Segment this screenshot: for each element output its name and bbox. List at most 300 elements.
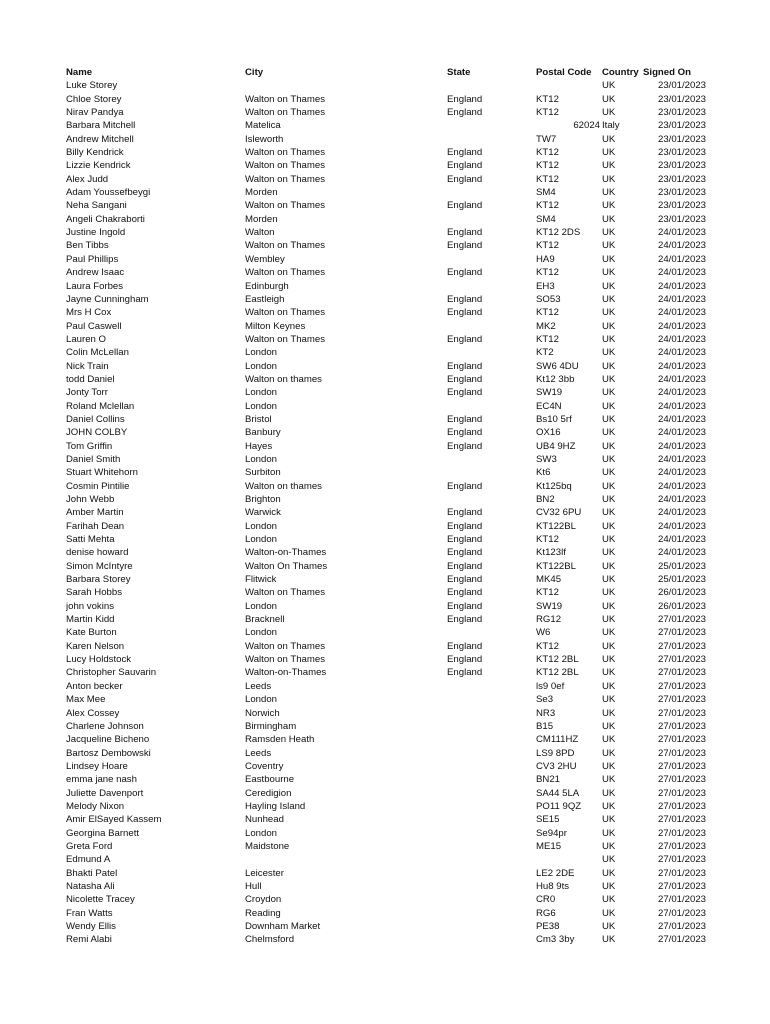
cell-signed-on: 27/01/2023 [657,627,706,639]
cell-country: UK [602,747,616,759]
cell-country: UK [602,627,616,639]
cell-country: UK [602,133,616,145]
cell-state [447,880,536,893]
cell-state: England [447,654,483,666]
cell-signed-on: 23/01/2023 [657,187,706,199]
header-name: Name [66,67,93,78]
cell-country: UK [602,333,616,345]
cell-city: Walton-on-Thames [245,547,327,559]
cell-city: Norwich [245,707,280,719]
cell-state: England [447,240,483,252]
cell-state [447,213,536,226]
cell-name: Christopher Sauvarin [66,667,157,679]
cell-state: England [447,147,483,159]
table-row [66,466,706,479]
cell-country: UK [602,814,616,826]
cell-city: Maidstone [245,840,290,852]
cell-state [447,867,536,880]
cell-state [447,907,536,920]
cell-state [447,733,536,746]
cell-country: UK [602,694,616,706]
cell-signed-on: 24/01/2023 [657,253,706,265]
cell-signed-on: 24/01/2023 [657,360,706,372]
cell-city: London [245,387,278,399]
cell-postal-code: KT12 [536,93,559,105]
cell-name: Angeli Chakraborti [66,213,145,225]
cell-name: Martin Kidd [66,614,115,626]
cell-signed-on: 24/01/2023 [657,413,706,425]
cell-city: London [245,534,278,546]
cell-country: UK [602,507,616,519]
cell-postal-code: SM4 [536,187,556,199]
cell-country: UK [602,453,616,465]
cell-postal-code: MK2 [536,320,556,332]
cell-city: Leeds [245,680,272,692]
table-row [66,840,706,853]
cell-name: Neha Sangani [66,200,127,212]
cell-postal-code: KT12 [536,640,559,652]
cell-name: Bartosz Dembowski [66,747,151,759]
cell-city: Walton on Thames [245,93,325,105]
table-row [66,373,706,386]
cell-state: England [447,107,483,119]
cell-postal-code: KT12 [536,587,559,599]
cell-postal-code: SE15 [536,814,560,826]
cell-country: UK [602,147,616,159]
cell-state: England [447,160,483,172]
cell-name: Daniel Collins [66,413,125,425]
table-row [66,640,706,653]
cell-name: JOHN COLBY [66,427,128,439]
cell-country: UK [602,360,616,372]
cell-postal-code: Kt123lf [536,547,566,559]
cell-state: England [447,600,483,612]
cell-city: Walton on thames [245,373,322,385]
cell-country: UK [602,854,616,866]
cell-state: England [447,293,483,305]
table-row [66,907,706,920]
cell-name: Laura Forbes [66,280,124,292]
cell-city: Leeds [245,747,272,759]
cell-country: UK [602,93,616,105]
cell-city: London [245,453,278,465]
cell-country: UK [602,427,616,439]
cell-country: UK [602,320,616,332]
cell-signed-on: 23/01/2023 [657,80,706,92]
cell-city: Hayling Island [245,800,306,812]
cell-city: Reading [245,907,281,919]
cell-name: Sarah Hobbs [66,587,122,599]
cell-country: UK [602,107,616,119]
cell-name: Greta Ford [66,840,113,852]
cell-state [447,893,536,906]
cell-country: UK [602,614,616,626]
cell-signed-on: 23/01/2023 [657,213,706,225]
cell-country: UK [602,467,616,479]
cell-city: Bristol [245,413,272,425]
cell-name: Billy Kendrick [66,147,124,159]
cell-signed-on: 27/01/2023 [657,894,706,906]
cell-city: Ramsden Heath [245,734,315,746]
cell-name: Farihah Dean [66,520,125,532]
cell-name: Charlene Johnson [66,720,144,732]
table-row [66,920,706,933]
cell-country: UK [602,667,616,679]
cell-name: Jonty Torr [66,387,108,399]
cell-city [245,79,447,92]
cell-state [447,400,536,413]
cell-name: Tom Griffin [66,440,113,452]
cell-name: Jacqueline Bicheno [66,734,150,746]
cell-signed-on: 27/01/2023 [657,880,706,892]
cell-name: Barbara Storey [66,574,131,586]
cell-signed-on: 27/01/2023 [657,614,706,626]
cell-signed-on: 24/01/2023 [657,534,706,546]
cell-signed-on: 23/01/2023 [657,120,706,132]
cell-signed-on: 25/01/2023 [657,574,706,586]
table-row [66,626,706,639]
cell-signed-on: 27/01/2023 [657,747,706,759]
table-row [66,400,706,413]
cell-postal-code: CR0 [536,894,556,906]
table-row [66,573,706,586]
cell-postal-code: KT12 [536,267,559,279]
cell-name: Anton becker [66,680,123,692]
cell-postal-code: Bs10 5rf [536,413,572,425]
cell-name: Lucy Holdstock [66,654,132,666]
table-row [66,787,706,800]
cell-postal-code: BN2 [536,494,555,505]
cell-city: Birmingham [245,720,297,732]
cell-name: Chloe Storey [66,93,122,105]
table-row [66,867,706,880]
cell-state [447,720,536,733]
cell-city: Warwick [245,507,281,519]
cell-state [447,253,536,266]
cell-signed-on: 27/01/2023 [657,667,706,679]
cell-state: England [447,574,483,586]
cell-name: Natasha Ali [66,880,115,892]
cell-city: Walton on Thames [245,200,325,212]
table-row [66,213,706,226]
cell-country: UK [602,200,616,212]
cell-postal-code: KT12 2BL [536,654,579,666]
cell-signed-on: 27/01/2023 [657,787,706,799]
table-row [66,493,706,506]
cell-name: Barbara Mitchell [66,120,136,132]
cell-city: Walton on Thames [245,173,325,185]
table-row [66,520,706,533]
cell-state: England [447,173,483,185]
cell-country: UK [602,307,616,319]
cell-country: UK [602,280,616,292]
cell-signed-on: 23/01/2023 [657,200,706,212]
cell-city: Chelmsford [245,934,295,946]
cell-country: UK [602,187,616,199]
cell-country: Italy [602,120,620,132]
cell-postal-code: KT12 [536,333,559,345]
cell-signed-on: 27/01/2023 [657,774,706,786]
cell-country: UK [602,600,616,612]
cell-signed-on: 23/01/2023 [657,133,706,145]
cell-city: Bracknell [245,614,285,626]
cell-city: Walton on Thames [245,160,325,172]
header-state: State [447,67,471,78]
cell-state [447,280,536,293]
header-postal-code: Postal Code [536,67,592,78]
cell-name: Nick Train [66,360,109,372]
table-row [66,666,706,679]
table-row [66,239,706,252]
cell-postal-code: KT12 [536,107,559,119]
cell-city [245,853,447,866]
cell-name: Satti Mehta [66,534,115,546]
cell-signed-on: 24/01/2023 [657,307,706,319]
cell-name: Paul Caswell [66,320,122,332]
cell-state [447,626,536,639]
table-row [66,853,706,866]
table-row [66,693,706,706]
table-row [66,106,706,119]
cell-city: Croydon [245,894,282,906]
cell-name: Karen Nelson [66,640,125,652]
table-row [66,800,706,813]
cell-country: UK [602,387,616,399]
cell-signed-on: 25/01/2023 [657,560,706,572]
cell-city: Leicester [245,867,284,879]
cell-state [447,320,536,333]
cell-state: England [447,614,483,626]
table-row [66,426,706,439]
cell-city: Downham Market [245,921,321,932]
table-row [66,453,706,466]
table-row [66,386,706,399]
table-row [66,333,706,346]
cell-city: Hull [245,880,262,892]
cell-state: England [447,440,483,452]
cell-postal-code: SW19 [536,387,563,399]
cell-signed-on: 24/01/2023 [657,280,706,292]
table-row [66,893,706,906]
cell-postal-code: SW3 [536,453,557,465]
table-row [66,653,706,666]
cell-postal-code: KT122BL [536,520,577,532]
cell-state [447,346,536,359]
cell-postal-code: CV32 6PU [536,507,582,519]
cell-country: UK [602,227,616,239]
cell-city: Walton on Thames [245,307,325,319]
cell-state [447,186,536,199]
cell-postal-code: Kt125bq [536,480,572,492]
cell-signed-on: 24/01/2023 [657,480,706,492]
cell-city: Morden [245,187,278,199]
cell-city: Walton on Thames [245,587,325,599]
cell-name: Remi Alabi [66,934,112,946]
cell-signed-on: 23/01/2023 [657,107,706,119]
cell-postal-code: Kt12 3bb [536,373,575,385]
cell-name: Nirav Pandya [66,107,124,119]
cell-state: England [447,307,483,319]
cell-postal-code: KT12 2DS [536,227,581,239]
cell-state: England [447,267,483,279]
cell-postal-code: SW6 4DU [536,360,579,372]
cell-city: Banbury [245,427,281,439]
cell-signed-on: 27/01/2023 [657,867,706,879]
cell-country: UK [602,787,616,799]
cell-signed-on: 27/01/2023 [657,707,706,719]
cell-city: Morden [245,213,278,225]
cell-country: UK [602,253,616,265]
cell-city: Walton [245,227,275,239]
table-row [66,747,706,760]
cell-city: Eastbourne [245,774,295,786]
cell-country: UK [602,894,616,906]
cell-postal-code: SM4 [536,213,556,225]
cell-country: UK [602,213,616,225]
table-row [66,533,706,546]
cell-country: UK [602,240,616,252]
cell-country: UK [602,534,616,546]
cell-name: Adam Youssefbeygi [66,187,151,199]
cell-signed-on: 24/01/2023 [657,453,706,465]
cell-state: England [447,520,483,532]
cell-country: UK [602,800,616,812]
cell-postal-code: SW19 [536,600,563,612]
cell-state: England [447,387,483,399]
cell-state [447,760,536,773]
cell-postal-code: PO11 9QZ [536,800,582,812]
table-row [66,720,706,733]
table-row [66,707,706,720]
cell-postal-code: HA9 [536,253,555,265]
cell-state [447,920,536,933]
table-row [66,346,706,359]
table-row [66,146,706,159]
cell-name: john vokins [66,600,114,612]
cell-country: UK [602,494,616,505]
cell-postal-code: KT122BL [536,560,577,572]
cell-city: London [245,400,278,412]
cell-name: Jayne Cunningham [66,293,149,305]
header-signed-on: Signed On [643,67,691,78]
cell-name: Lizzie Kendrick [66,160,131,172]
cell-name: Edmund A [66,854,111,866]
cell-city: Matelica [245,120,281,132]
cell-postal-code: CV3 2HU [536,760,577,772]
cell-state: England [447,333,483,345]
cell-postal-code: MK45 [536,574,562,586]
cell-state: England [447,534,483,546]
cell-country: UK [602,347,616,359]
cell-state [447,493,536,506]
cell-country: UK [602,560,616,572]
cell-country: UK [602,574,616,586]
cell-state [447,119,536,132]
cell-name: Nicolette Tracey [66,894,135,906]
cell-state [447,133,536,146]
cell-state: England [447,507,483,519]
table-row [66,280,706,293]
table-row [66,413,706,426]
cell-country: UK [602,840,616,852]
cell-state [447,800,536,813]
cell-state [447,747,536,760]
cell-country: UK [602,921,616,932]
cell-postal-code [536,79,600,92]
cell-state [447,466,536,479]
table-row [66,813,706,826]
cell-country: UK [602,720,616,732]
cell-country: UK [602,680,616,692]
cell-country: UK [602,587,616,599]
cell-postal-code: NR3 [536,707,556,719]
cell-name: Kate Burton [66,627,117,639]
cell-country: UK [602,267,616,279]
cell-signed-on: 27/01/2023 [657,720,706,732]
cell-name: Simon McIntyre [66,560,133,572]
table-row [66,186,706,199]
cell-state: England [447,587,483,599]
cell-state [447,680,536,693]
table-row [66,506,706,519]
cell-state: England [447,227,483,239]
cell-city: Walton on Thames [245,333,325,345]
cell-name: Andrew Mitchell [66,133,134,145]
cell-signed-on: 27/01/2023 [657,854,706,866]
cell-name: emma jane nash [66,774,137,786]
cell-name: Ben Tibbs [66,240,109,252]
cell-city: Walton on Thames [245,654,325,666]
cell-state: England [447,480,483,492]
cell-city: London [245,694,278,706]
cell-postal-code: KT12 [536,200,559,212]
cell-city: Eastleigh [245,293,285,305]
cell-postal-code: EC4N [536,400,562,412]
cell-signed-on: 27/01/2023 [657,654,706,666]
cell-city: Nunhead [245,814,284,826]
cell-postal-code: SA44 5LA [536,787,580,799]
table-row [66,133,706,146]
cell-postal-code: Hu8 9ts [536,880,570,892]
cell-signed-on: 24/01/2023 [657,387,706,399]
cell-postal-code: OX16 [536,427,561,439]
cell-signed-on: 27/01/2023 [657,840,706,852]
table-body [66,79,706,946]
cell-signed-on: 27/01/2023 [657,934,706,946]
cell-signed-on: 26/01/2023 [657,600,706,612]
cell-signed-on: 27/01/2023 [657,694,706,706]
cell-city: London [245,627,278,639]
cell-postal-code: W6 [536,627,551,639]
cell-postal-code: ls9 0ef [536,680,565,692]
cell-city: Flitwick [245,574,277,586]
cell-state: England [447,640,483,652]
cell-city: Walton on Thames [245,640,325,652]
cell-state: England [447,93,483,105]
cell-signed-on: 27/01/2023 [657,760,706,772]
cell-postal-code: UB4 9HZ [536,440,576,452]
cell-city: Walton on Thames [245,267,325,279]
cell-country: UK [602,867,616,879]
cell-postal-code: KT12 [536,160,559,172]
cell-signed-on: 27/01/2023 [657,814,706,826]
cell-signed-on: 24/01/2023 [657,293,706,305]
cell-name: Cosmin Pintilie [66,480,130,492]
cell-signed-on: 24/01/2023 [657,373,706,385]
table-row [66,253,706,266]
cell-state [447,933,536,946]
cell-signed-on: 24/01/2023 [657,467,706,479]
